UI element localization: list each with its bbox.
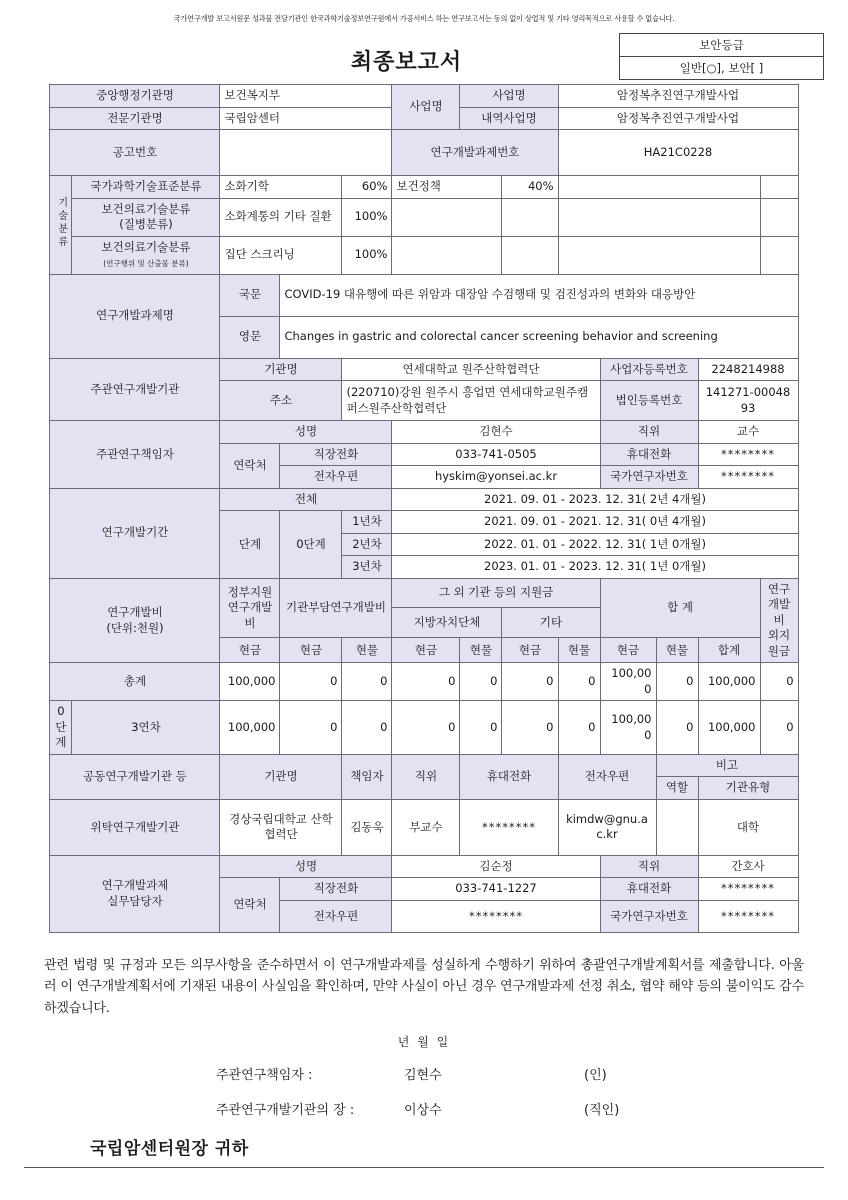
host-name-value: 연세대학교 원주산학협력단 [342, 358, 600, 381]
tech-1-p2 [502, 198, 558, 236]
tech-2-label: 보건의료기술분류 (연구행위 및 산출물 분류) [72, 236, 220, 274]
funding-row-0-tot-inkind: 0 [656, 663, 698, 701]
funding-row-0-stage: 총계 [50, 663, 220, 701]
host-biz-no-label: 사업자등록번호 [600, 358, 698, 381]
pi-label: 주관연구책임자 [50, 421, 220, 489]
central-agency-label: 중앙행정기관명 [50, 85, 220, 108]
tech-0-c1: 소화기학 [220, 176, 342, 199]
tech-2-p1: 100% [342, 236, 392, 274]
pi-position-label: 직위 [600, 421, 698, 444]
joint-0-manager: 김동욱 [342, 799, 392, 855]
funding-row-1-inst-inkind: 0 [342, 701, 392, 755]
period-year-2-value: 2023. 01. 01 - 2023. 12. 31( 1년 0개월) [392, 556, 798, 579]
funding-inst-inkind-head: 현물 [342, 638, 392, 663]
host-addr-label: 주소 [220, 381, 342, 421]
project-title-en-value: Changes in gastric and colorectal cancer screening behavior and screening [280, 316, 798, 358]
tech-0-c2: 보건정책 [392, 176, 502, 199]
tech-0-c3 [558, 176, 760, 199]
pi-mobile-value: ******** [698, 443, 798, 466]
funding-other-label: 그 외 기관 등의 지원금 [392, 578, 600, 608]
signature-0-seal: (인) [584, 1068, 607, 1084]
pi-position-value: 교수 [698, 421, 798, 444]
joint-0-mobile: ******** [460, 799, 558, 855]
staff-mobile-value: ******** [698, 878, 798, 901]
tech-1-c2 [392, 198, 502, 236]
project-no-label: 연구개발과제번호 [392, 130, 558, 176]
project-title-ko-value: COVID-19 대유행에 따른 위암과 대장암 수검행태 및 검진성과의 변화와 대응방안 [280, 274, 798, 316]
notice-no-label: 공고번호 [50, 130, 220, 176]
program-label: 사업명 [460, 85, 558, 108]
funding-row-0-inst-inkind: 0 [342, 663, 392, 701]
funding-local-inkind-head: 현물 [460, 638, 502, 663]
signature-1-name: 이상수 [404, 1103, 442, 1119]
joint-col-type: 기관유형 [698, 777, 798, 800]
funding-etc-label: 기타 [502, 608, 600, 638]
funding-gov-cash-head: 현금 [220, 638, 280, 663]
signature-0-name: 김현수 [404, 1068, 442, 1084]
tech-1-p1: 100% [342, 198, 392, 236]
tech-2-c3 [558, 236, 760, 274]
signature-row [104, 1099, 744, 1118]
joint-col-role: 역할 [656, 777, 698, 800]
funding-row-0-outside: 0 [760, 663, 798, 701]
funding-row-1-gov-cash: 100,000 [220, 701, 280, 755]
funding-row-1-stage: 0단계 [50, 701, 72, 755]
staff-name-label: 성명 [220, 855, 392, 878]
row-project-number [50, 130, 798, 176]
funding-row-1-tot-cash: 100,000 [600, 701, 656, 755]
row-joint-0 [50, 799, 798, 855]
pi-email-label: 전자우편 [280, 466, 392, 489]
project-title-ko-label: 국문 [220, 274, 280, 316]
staff-mobile-label: 휴대전화 [600, 878, 698, 901]
tech-1-c1: 소화계통의 기타 질환 [220, 198, 342, 236]
funding-gov-label: 정부지원 연구개발비 [220, 578, 280, 638]
row-joint-header [50, 754, 798, 777]
project-title-en-label: 영문 [220, 316, 280, 358]
period-stage-value: 0단계 [280, 511, 342, 579]
funding-row-0-local-cash: 0 [392, 663, 460, 701]
joint-col-position: 직위 [392, 754, 460, 799]
staff-label: 연구개발과제 실무담당자 [50, 855, 220, 932]
funding-row-1-tot-sum: 100,000 [698, 701, 760, 755]
funding-etc-inkind-head: 현물 [558, 638, 600, 663]
host-corp-no-value: 141271-0004893 [698, 381, 798, 421]
funding-row-1-tot-inkind: 0 [656, 701, 698, 755]
funding-inst-cash-head: 현금 [280, 638, 342, 663]
funding-row-1-inst-cash: 0 [280, 701, 342, 755]
funding-total-sum-head: 합계 [698, 638, 760, 663]
funding-row-1-outside: 0 [760, 701, 798, 755]
copyright-notice: 국가연구개발 보고서원문 성과물 전담기관인 한국과학기술정보연구원에서 가공서비스 하는 연구보고서는 동의 없이 상업적 및 기타 영리목적으로 사용할 수 없습니다. [173, 14, 675, 23]
period-year-0-value: 2021. 09. 01 - 2021. 12. 31( 0년 4개월) [392, 511, 798, 534]
row-tech-0 [50, 176, 798, 199]
row-period-total [50, 488, 798, 511]
staff-researcher-no-label: 국가연구자번호 [600, 900, 698, 932]
funding-row-1-etc-inkind: 0 [558, 701, 600, 755]
joint-0-position: 부교수 [392, 799, 460, 855]
joint-0-role [656, 799, 698, 855]
period-year-2-label: 3년차 [342, 556, 392, 579]
row-staff-name [50, 855, 798, 878]
central-agency-value: 보건복지부 [220, 85, 392, 108]
funding-row-0-local-inkind: 0 [460, 663, 502, 701]
pi-name-label: 성명 [220, 421, 392, 444]
specialized-agency-value: 국립암센터 [220, 107, 392, 130]
period-year-1-value: 2022. 01. 01 - 2022. 12. 31( 1년 0개월) [392, 533, 798, 556]
tech-1-p3 [760, 198, 798, 236]
tech-0-label: 국가과학기술표준분류 [72, 176, 220, 199]
joint-col-email: 전자우편 [558, 754, 656, 799]
recipient-line: 국립암센터원장 귀하 [90, 1139, 249, 1160]
pi-researcher-no-value: ******** [698, 466, 798, 489]
signature-block [104, 1064, 744, 1118]
footer-divider [24, 1167, 824, 1168]
declaration-statement: 관련 법령 및 규정과 모든 의무사항을 준수하면서 이 연구개발과제를 성실하게 수행하기 위하여 총괄연구개발계획서를 제출합니다. 아울러 이 연구개발계획서에 기재된 내용이 사실임을 확인하며, 만약 사실이 아닌 경우 연구개발과제 선정 취소, 협약 해약 등의 불이익도 감수하겠습니다. [44, 957, 804, 1016]
pi-researcher-no-label: 국가연구자번호 [600, 466, 698, 489]
funding-row-0-etc-inkind: 0 [558, 663, 600, 701]
host-name-label: 기관명 [220, 358, 342, 381]
row-funding-stage [50, 701, 798, 755]
tech-2-p2 [502, 236, 558, 274]
project-title-label: 연구개발과제명 [50, 274, 220, 358]
staff-contact-label: 연락처 [220, 878, 280, 933]
staff-name-value: 김순정 [392, 855, 600, 878]
signature-1-seal: (직인) [584, 1103, 620, 1119]
subprogram-value: 암정복추진연구개발사업 [558, 107, 798, 130]
notice-no-value [220, 130, 392, 176]
funding-row-0-etc-cash: 0 [502, 663, 558, 701]
row-project-title-ko [50, 274, 798, 316]
tech-side-label: 기술분류 [50, 176, 72, 275]
tech-2-p3 [760, 236, 798, 274]
tech-1-c3 [558, 198, 760, 236]
host-biz-no-value: 2248214988 [698, 358, 798, 381]
funding-local-label: 지방자치단체 [392, 608, 502, 638]
period-label: 연구개발기간 [50, 488, 220, 578]
report-main-table [49, 84, 798, 933]
funding-local-cash-head: 현금 [392, 638, 460, 663]
period-stage-label: 단계 [220, 511, 280, 579]
row-tech-2 [50, 236, 798, 274]
tech-0-p3 [760, 176, 798, 199]
security-grade-header: 보안등급 [620, 34, 823, 57]
pi-office-phone-value: 033-741-0505 [392, 443, 600, 466]
joint-header-label: 공동연구개발기관 등 [50, 754, 220, 799]
funding-inst-label: 기관부담연구개발비 [280, 578, 392, 638]
period-year-0-label: 1년차 [342, 511, 392, 534]
funding-row-1-year: 3연차 [72, 701, 220, 755]
title-bar [24, 34, 824, 80]
funding-outside-label: 연구개발비 외지원금 [760, 578, 798, 663]
subprogram-label: 내역사업명 [460, 107, 558, 130]
staff-email-value: ******** [392, 900, 600, 932]
staff-position-label: 직위 [600, 855, 698, 878]
joint-col-manager: 책임자 [342, 754, 392, 799]
period-total-label: 전체 [220, 488, 392, 511]
period-total-value: 2021. 09. 01 - 2023. 12. 31( 2년 4개월) [392, 488, 798, 511]
joint-0-email: kimdw@gnu.ac.kr [558, 799, 656, 855]
funding-etc-cash-head: 현금 [502, 638, 558, 663]
funding-row-1-local-cash: 0 [392, 701, 460, 755]
project-no-value: HA21C0228 [558, 130, 798, 176]
staff-office-phone-value: 033-741-1227 [392, 878, 600, 901]
tech-1-label: 보건의료기술분류 (질병분류) [72, 198, 220, 236]
signature-0-label: 주관연구책임자 : [216, 1068, 313, 1084]
tech-2-c1: 집단 스크리닝 [220, 236, 342, 274]
row-funding-total [50, 663, 798, 701]
specialized-agency-label: 전문기관명 [50, 107, 220, 130]
tech-0-p2: 40% [502, 176, 558, 199]
date-placeholder: 년 월 일 [397, 1035, 451, 1050]
staff-email-label: 전자우편 [280, 900, 392, 932]
security-grade-value: 일반[○], 보안[ ] [679, 61, 764, 75]
funding-total-label: 합 계 [600, 578, 760, 638]
joint-0-type: 대학 [698, 799, 798, 855]
pi-email-value: hyskim@yonsei.ac.kr [392, 466, 600, 489]
joint-0-kind: 위탁연구개발기관 [50, 799, 220, 855]
staff-office-phone-label: 직장전화 [280, 878, 392, 901]
funding-row-0-tot-sum: 100,000 [698, 663, 760, 701]
row-ministry [50, 85, 798, 108]
host-corp-no-label: 법인등록번호 [600, 381, 698, 421]
funding-row-0-gov-cash: 100,000 [220, 663, 280, 701]
joint-0-name: 경상국립대학교 산학협력단 [220, 799, 342, 855]
funding-label: 연구개발비 (단위:천원) [50, 578, 220, 663]
row-tech-1 [50, 198, 798, 236]
security-grade-box [619, 33, 824, 80]
tech-0-p1: 60% [342, 176, 392, 199]
tech-2-c2 [392, 236, 502, 274]
pi-mobile-label: 휴대전화 [600, 443, 698, 466]
pi-name-value: 김현수 [392, 421, 600, 444]
pi-contact-label: 연락처 [220, 443, 280, 488]
funding-row-0-inst-cash: 0 [280, 663, 342, 701]
signature-1-label: 주관연구개발기관의 장 : [216, 1103, 355, 1119]
host-addr-value: (220710)강원 원주시 흥업면 연세대학교원주캠퍼스원주산학협력단 [342, 381, 600, 421]
row-funding-header-1 [50, 578, 798, 608]
staff-researcher-no-value: ******** [698, 900, 798, 932]
staff-position-value: 간호사 [698, 855, 798, 878]
joint-col-mobile: 휴대전화 [460, 754, 558, 799]
pi-office-phone-label: 직장전화 [280, 443, 392, 466]
funding-total-inkind-head: 현물 [656, 638, 698, 663]
period-year-1-label: 2년차 [342, 533, 392, 556]
joint-col-remark: 비고 [656, 754, 798, 777]
page-title: 최종보고서 [350, 50, 463, 75]
funding-total-cash-head: 현금 [600, 638, 656, 663]
funding-row-1-etc-cash: 0 [502, 701, 558, 755]
program-group-label: 사업명 [392, 85, 460, 130]
joint-col-name: 기관명 [220, 754, 342, 799]
row-pi-name [50, 421, 798, 444]
signature-row [104, 1064, 744, 1083]
funding-row-1-local-inkind: 0 [460, 701, 502, 755]
row-host-name [50, 358, 798, 381]
funding-row-0-tot-cash: 100,000 [600, 663, 656, 701]
host-label: 주관연구개발기관 [50, 358, 220, 421]
program-value: 암정복추진연구개발사업 [558, 85, 798, 108]
